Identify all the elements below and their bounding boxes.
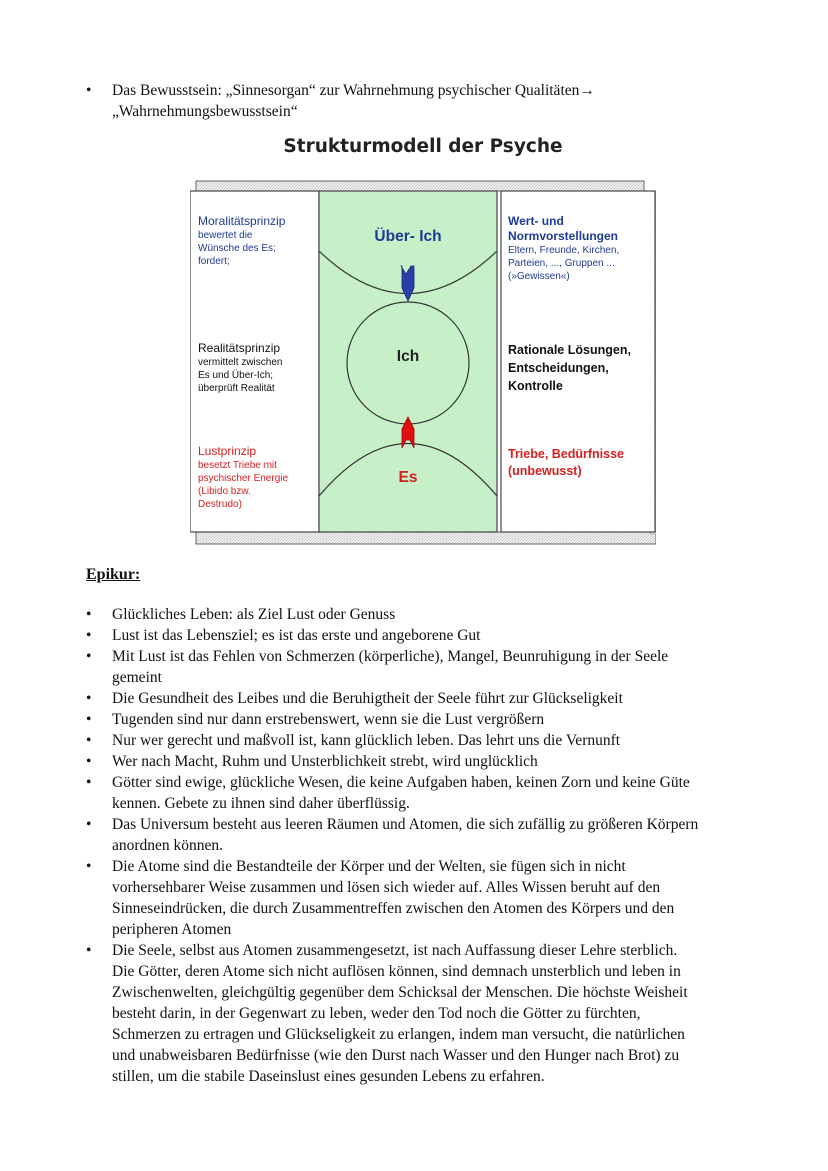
- list-item-line: Die Seele, selbst aus Atomen zusammengesetzt, ist nach Auffassung dieser Lehre sterblich.: [112, 942, 678, 959]
- list-item: [86, 751, 756, 772]
- bullet-dot: •: [86, 942, 92, 959]
- bullet-dot: •: [86, 711, 92, 728]
- list-item-line: Die Atome sind die Bestandteile der Körper und der Welten, sie fügen sich in nicht: [112, 858, 626, 875]
- list-item: [86, 772, 756, 814]
- triebe-block: [508, 446, 624, 480]
- intro-line-2: „Wahrnehmungsbewusstsein“: [112, 103, 298, 120]
- top-frame-bar: [196, 181, 644, 191]
- list-item: [86, 646, 756, 688]
- es-label: Es: [398, 469, 418, 486]
- moral-text-1: bewertet die: [198, 230, 253, 241]
- moral-title: Moralitätsprinzip: [198, 214, 286, 228]
- list-item-line: vorhersehbarer Weise zusammen und lösen sich wieder auf. Alles Wissen beruht auf den: [112, 879, 661, 896]
- ich-label: Ich: [396, 348, 420, 365]
- list-item: [86, 730, 756, 751]
- bullet-dot: •: [86, 732, 92, 749]
- list-item-line: Das Universum besteht aus leeren Räumen und Atomen, die sich zufällig zu größeren Körpern: [112, 816, 699, 833]
- real-text-3: überprüft Realität: [198, 383, 275, 394]
- list-item-line: Nur wer gerecht und maßvoll ist, kann glücklich leben. Das lehrt uns die Vernunft: [112, 732, 621, 749]
- lust-text-3: (Libido bzw.: [198, 486, 251, 497]
- list-item-line: peripheren Atomen: [112, 921, 232, 938]
- bullet-dot: •: [86, 816, 92, 833]
- real-title: Realitätsprinzip: [198, 341, 281, 355]
- bullet-dot: •: [86, 753, 92, 770]
- list-item: [86, 688, 756, 709]
- rational-line-3: Kontrolle: [508, 379, 563, 393]
- wert-block: [508, 214, 619, 283]
- bullet-dot: •: [86, 774, 92, 791]
- list-item-line: und unabweisbaren Bedürfnisse (wie den Durst nach Wasser und den Hunger nach Brot) zu: [112, 1047, 680, 1064]
- wert-title-2: Normvorstellungen: [508, 229, 619, 243]
- moral-text-3: fordert;: [198, 256, 230, 267]
- list-item: [86, 814, 756, 856]
- epikur-list: [86, 604, 756, 1087]
- bullet-dot: •: [86, 627, 92, 644]
- lust-text-2: psychischer Energie: [198, 473, 289, 484]
- list-item-line: Zwischenwelten, gleichgültig gegenüber dem Schicksal der Menschen. Die höchste Weisheit: [112, 984, 688, 1001]
- real-text-2: Es und Über-Ich;: [198, 370, 274, 381]
- lust-text-1: besetzt Triebe mit: [198, 460, 277, 471]
- list-item-line: Götter sind ewige, glückliche Wesen, die keine Aufgaben haben, keinen Zorn und keine Güte: [112, 774, 690, 791]
- list-item: [86, 856, 756, 940]
- list-item-line: Mit Lust ist das Fehlen von Schmerzen (körperliche), Mangel, Beunruhigung in der Seele: [112, 648, 669, 665]
- ueber-ich-label: Über- Ich: [374, 228, 442, 245]
- epikur-heading: Epikur:: [86, 566, 141, 583]
- wert-text-1: Eltern, Freunde, Kirchen,: [508, 245, 620, 256]
- real-block: [198, 341, 282, 395]
- bullet-dot: •: [86, 82, 92, 99]
- lust-block: [198, 444, 288, 511]
- list-item-line: anordnen können.: [112, 837, 224, 854]
- list-item-line: Die Götter, deren Atome sich nicht auflösen können, sind demnach unsterblich und leben in: [112, 963, 681, 980]
- rational-line-2: Entscheidungen,: [508, 361, 609, 375]
- list-item-line: Schmerzen zu ertragen und Glückseligkeit zu erlangen, indem man versucht, die natürlichen: [112, 1026, 685, 1043]
- list-item: [86, 940, 756, 1087]
- lust-text-4: Destrudo): [198, 499, 242, 510]
- list-item: [86, 604, 756, 625]
- list-item-line: Lust ist das Lebensziel; es ist das erste und angeborene Gut: [112, 627, 481, 644]
- diagram-title: Strukturmodell der Psyche: [283, 136, 563, 157]
- bullet-dot: •: [86, 648, 92, 665]
- list-item-line: Die Gesundheit des Leibes und die Beruhigtheit der Seele führt zur Glückseligkeit: [112, 690, 623, 707]
- list-item-line: Sinneseindrücken, die durch Zusammentreffen zwischen den Atomen des Körpers und den: [112, 900, 675, 917]
- triebe-line-2: (unbewusst): [508, 464, 582, 478]
- psyche-structure-diagram: [190, 136, 656, 548]
- list-item-line: Glückliches Leben: als Ziel Lust oder Genuss: [112, 606, 396, 623]
- rational-block: [508, 341, 631, 395]
- list-item-line: besteht darin, in der Gegenwart zu leben, weder den Tod noch die Götter zu fürchten,: [112, 1005, 641, 1022]
- wert-title-1: Wert- und: [508, 214, 564, 228]
- list-item-line: stillen, um die stabile Daseinslust eines gesunden Lebens zu erfahren.: [112, 1068, 545, 1085]
- bullet-dot: •: [86, 858, 92, 875]
- list-item-line: gemeint: [112, 669, 162, 686]
- moral-block: [198, 214, 285, 268]
- list-item-line: Tugenden sind nur dann erstrebenswert, wenn sie die Lust vergrößern: [112, 711, 545, 728]
- bullet-dot: •: [86, 690, 92, 707]
- real-text-1: vermittelt zwischen: [198, 357, 283, 368]
- lust-title: Lustprinzip: [198, 444, 257, 458]
- rational-line-1: Rationale Lösungen,: [508, 343, 631, 357]
- intro-line-1: Das Bewusstsein: „Sinnesorgan“ zur Wahrnehmung psychischer Qualitäten→: [112, 82, 595, 99]
- bottom-frame-bar: [196, 532, 656, 544]
- bullet-dot: •: [86, 606, 92, 623]
- list-item-line: kennen. Gebete zu ihnen sind daher überflüssig.: [112, 795, 410, 812]
- list-item-line: Wer nach Macht, Ruhm und Unsterblichkeit strebt, wird unglücklich: [112, 753, 538, 770]
- triebe-line-1: Triebe, Bedürfnisse: [508, 447, 625, 461]
- wert-text-3: (»Gewissen«): [508, 271, 570, 282]
- list-item: [86, 625, 756, 646]
- list-item: [86, 709, 756, 730]
- wert-text-2: Parteien, ..., Gruppen ...: [508, 258, 615, 269]
- moral-text-2: Wünsche des Es;: [198, 243, 276, 254]
